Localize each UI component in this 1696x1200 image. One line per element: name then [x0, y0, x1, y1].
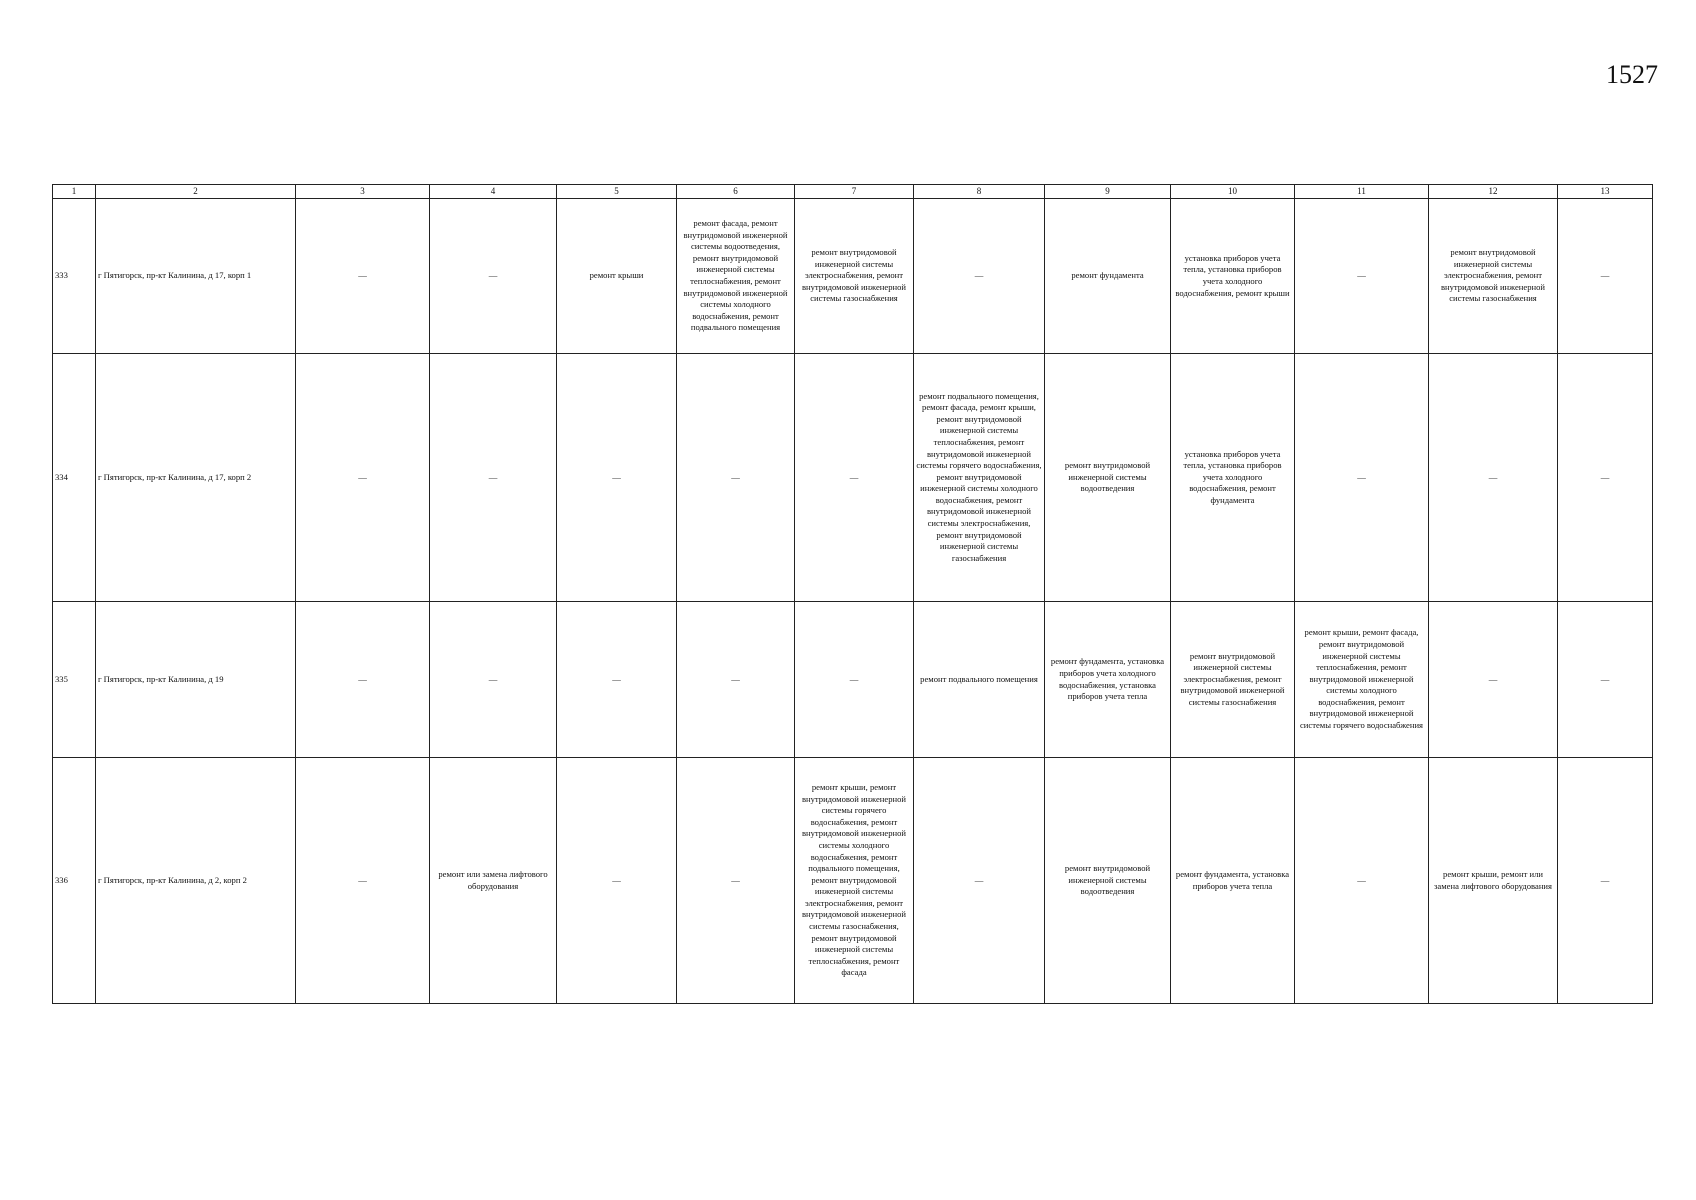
work-cell-9: ремонт внутридомовой инженерной системы водоотведения	[1045, 354, 1171, 602]
work-cell-5: ремонт крыши	[557, 199, 677, 354]
work-cell-6: —	[677, 354, 795, 602]
work-cell-8: ремонт подвального помещения, ремонт фасада, ремонт крыши, ремонт внутридомовой инженерной системы теплоснабжения, ремонт внутридомовой инженерной системы горячего водоснабжения, ремонт внутридомовой инженерной системы холодного водоснабжения, ремонт внутридомовой инженерной системы электроснабжения, ремонт внутридомовой инженерной системы газоснабжения	[914, 354, 1045, 602]
col-header-6: 6	[677, 185, 795, 199]
work-cell-5: —	[557, 602, 677, 758]
work-cell-4: ремонт или замена лифтового оборудования	[430, 758, 557, 1004]
work-cell-3: —	[296, 199, 430, 354]
work-cell-12: —	[1429, 354, 1558, 602]
page-number: 1527	[1606, 60, 1658, 89]
col-header-2: 2	[96, 185, 296, 199]
work-cell-7: —	[795, 354, 914, 602]
work-cell-11: —	[1295, 758, 1429, 1004]
col-header-12: 12	[1429, 185, 1558, 199]
work-cell-4: —	[430, 602, 557, 758]
col-header-9: 9	[1045, 185, 1171, 199]
work-cell-7: ремонт внутридомовой инженерной системы электроснабжения, ремонт внутридомовой инженерной системы газоснабжения	[795, 199, 914, 354]
col-header-3: 3	[296, 185, 430, 199]
work-cell-13: —	[1558, 354, 1653, 602]
work-cell-3: —	[296, 602, 430, 758]
work-cell-10: ремонт фундамента, установка приборов учета тепла	[1171, 758, 1295, 1004]
row-number: 334	[53, 354, 96, 602]
col-header-1: 1	[53, 185, 96, 199]
work-cell-11: —	[1295, 199, 1429, 354]
address-cell: г Пятигорск, пр-кт Калинина, д 2, корп 2	[96, 758, 296, 1004]
work-cell-9: ремонт внутридомовой инженерной системы водоотведения	[1045, 758, 1171, 1004]
col-header-5: 5	[557, 185, 677, 199]
work-cell-7: —	[795, 602, 914, 758]
table-row	[53, 758, 1653, 1004]
col-header-13: 13	[1558, 185, 1653, 199]
work-cell-7: ремонт крыши, ремонт внутридомовой инженерной системы горячего водоснабжения, ремонт внутридомовой инженерной системы холодного водоснабжения, ремонт подвального помещения, ремонт внутридомовой инженерной системы электроснабжения, ремонт внутридомовой инженерной системы газоснабжения, ремонт внутридомовой инженерной системы теплоснабжения, ремонт фасада	[795, 758, 914, 1004]
address-cell: г Пятигорск, пр-кт Калинина, д 17, корп 1	[96, 199, 296, 354]
row-number: 336	[53, 758, 96, 1004]
work-cell-9: ремонт фундамента	[1045, 199, 1171, 354]
work-cell-12: ремонт крыши, ремонт или замена лифтового оборудования	[1429, 758, 1558, 1004]
col-header-4: 4	[430, 185, 557, 199]
table-row	[53, 354, 1653, 602]
work-cell-10: установка приборов учета тепла, установка приборов учета холодного водоснабжения, ремонт крыши	[1171, 199, 1295, 354]
work-cell-5: —	[557, 354, 677, 602]
work-cell-11: ремонт крыши, ремонт фасада, ремонт внутридомовой инженерной системы теплоснабжения, ремонт внутридомовой инженерной системы холодного водоснабжения, ремонт внутридомовой инженерной системы горячего водоснабжения	[1295, 602, 1429, 758]
work-cell-8: ремонт подвального помещения	[914, 602, 1045, 758]
work-cell-8: —	[914, 199, 1045, 354]
work-cell-12: —	[1429, 602, 1558, 758]
work-cell-3: —	[296, 354, 430, 602]
work-cell-6: —	[677, 758, 795, 1004]
col-header-7: 7	[795, 185, 914, 199]
work-cell-13: —	[1558, 602, 1653, 758]
work-cell-10: ремонт внутридомовой инженерной системы электроснабжения, ремонт внутридомовой инженерной системы газоснабжения	[1171, 602, 1295, 758]
row-number: 333	[53, 199, 96, 354]
address-cell: г Пятигорск, пр-кт Калинина, д 17, корп 2	[96, 354, 296, 602]
row-number: 335	[53, 602, 96, 758]
col-header-10: 10	[1171, 185, 1295, 199]
work-cell-4: —	[430, 199, 557, 354]
work-cell-13: —	[1558, 199, 1653, 354]
work-cell-5: —	[557, 758, 677, 1004]
work-cell-10: установка приборов учета тепла, установка приборов учета холодного водоснабжения, ремонт фундамента	[1171, 354, 1295, 602]
address-cell: г Пятигорск, пр-кт Калинина, д 19	[96, 602, 296, 758]
col-header-11: 11	[1295, 185, 1429, 199]
work-cell-8: —	[914, 758, 1045, 1004]
column-number-row	[53, 185, 1653, 199]
work-cell-3: —	[296, 758, 430, 1004]
work-cell-11: —	[1295, 354, 1429, 602]
work-cell-9: ремонт фундамента, установка приборов учета холодного водоснабжения, установка приборов учета тепла	[1045, 602, 1171, 758]
work-cell-6: —	[677, 602, 795, 758]
table-body	[53, 199, 1653, 1004]
col-header-8: 8	[914, 185, 1045, 199]
table-row	[53, 602, 1653, 758]
repair-schedule-table	[52, 184, 1653, 1004]
work-cell-13: —	[1558, 758, 1653, 1004]
table-row	[53, 199, 1653, 354]
work-cell-4: —	[430, 354, 557, 602]
work-cell-12: ремонт внутридомовой инженерной системы электроснабжения, ремонт внутридомовой инженерной системы газоснабжения	[1429, 199, 1558, 354]
work-cell-6: ремонт фасада, ремонт внутридомовой инженерной системы водоотведения, ремонт внутридомовой инженерной системы теплоснабжения, ремонт внутридомовой инженерной системы холодного водоснабжения, ремонт подвального помещения	[677, 199, 795, 354]
